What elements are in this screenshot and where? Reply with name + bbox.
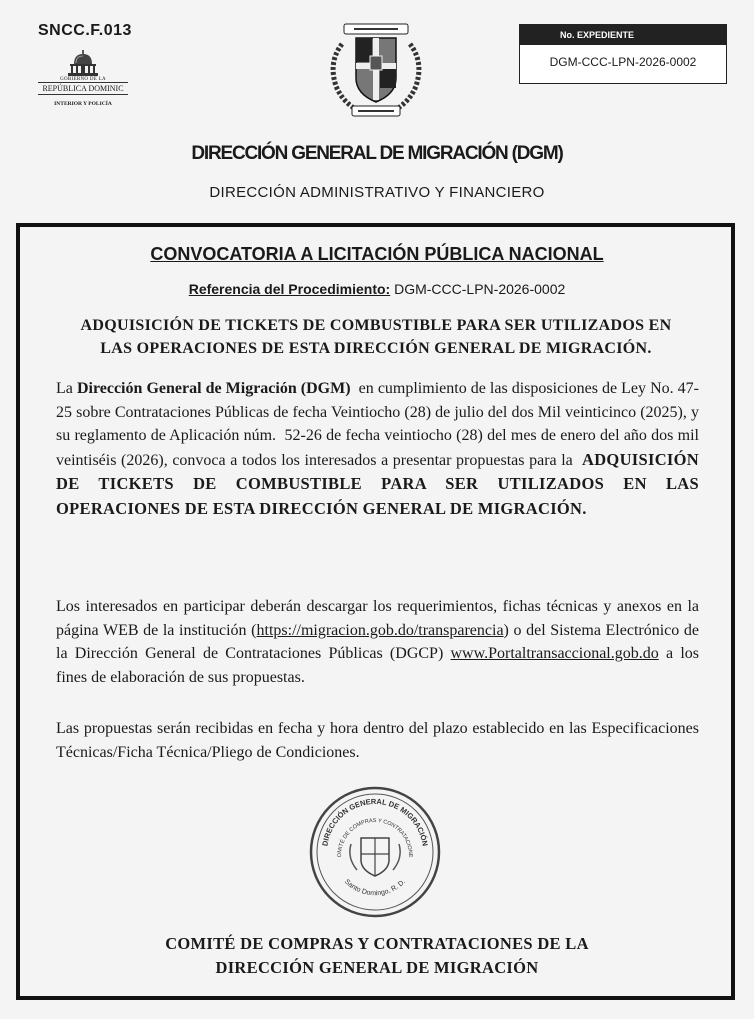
- committee-line2: DIRECCIÓN GENERAL DE MIGRACIÓN: [215, 958, 539, 977]
- reference-line: [0, 281, 754, 297]
- p1-object: ADQUISICIÓN DE TICKETS DE COMBUSTIBLE PARA SER UTILIZADOS EN LAS OPERACIONES DE ESTA DIRECCIÓN GENERAL DE MIGRACIÓN.: [56, 449, 699, 518]
- committee-signature: [0, 932, 754, 980]
- expediente-value: DGM-CCC-LPN-2026-0002: [549, 55, 697, 69]
- seal-top-text: DIRECCIÓN GENERAL DE MIGRACIÓN: [320, 796, 430, 847]
- gov-logo-line2: REPÚBLICA DOMINIC: [38, 82, 128, 95]
- department-name: DIRECCIÓN ADMINISTRATIVO Y FINANCIERO: [209, 184, 545, 201]
- gov-logo-line1: GOBIERNO DE LA: [60, 77, 106, 82]
- seal-inner-text: OMITÉ DE COMPRAS Y CONTRATACIONE: [336, 817, 414, 858]
- paragraph-convocation: [56, 377, 703, 521]
- svg-text:COMITÉ DE COMPRAS Y CONTRATACI: [305, 782, 413, 858]
- paragraph-reception: Las propuestas serán recibidas en fecha y hora dentro del plazo establecido en las Especificaciones Técnicas/Ficha Técnica/Pliego de Condiciones.: [56, 720, 699, 761]
- portal-link[interactable]: www.Portaltransaccional.gob.do: [450, 645, 659, 662]
- expediente-label: No. EXPEDIENTE: [520, 25, 726, 45]
- coat-of-arms-icon: [322, 22, 430, 127]
- expediente-box: [519, 24, 727, 84]
- reference-value: DGM-CCC-LPN-2026-0002: [394, 281, 566, 297]
- palace-dome-icon: [66, 50, 100, 76]
- p2-text-a: Los interesados en participar deberán descargar los requerimientos, fichas técnicas y anexos en la página WEB de la institución (: [56, 598, 699, 639]
- paragraph-download-instructions: [56, 595, 699, 689]
- seal-bottom-text: Santo Domingo, R. D.: [343, 878, 408, 898]
- seal-shield-icon: [350, 838, 400, 876]
- transparency-link[interactable]: https://migracion.gob.do/transparencia: [256, 621, 504, 639]
- p1-intro: La: [56, 380, 77, 397]
- reference-label: Referencia del Procedimiento:: [188, 281, 391, 297]
- official-seal-stamp: [305, 782, 445, 927]
- government-logo: [38, 50, 128, 107]
- p1-body: en cumplimiento de las disposiciones de Ley No. 47-25 sobre Contrataciones Públicas de fecha Veintiocho (28) de julio del dos Mil veinticinco (2025), y su reglamento de Aplicación núm. 52-26 de fecha veintiocho (28) del mes de enero del año dos mil veintiséis (2026), convoca a todos los interesados a presentar propuestas para la: [56, 380, 703, 469]
- object-line1: ADQUISICIÓN DE TICKETS DE COMBUSTIBLE PARA SER UTILIZADOS EN: [80, 317, 672, 334]
- object-line2: LAS OPERACIONES DE ESTA DIRECCIÓN GENERAL DE MIGRACIÓN.: [100, 340, 652, 357]
- gov-logo-line3: INTERIOR Y POLICÍA: [54, 101, 112, 107]
- p2-text-c: a los fines de elaboración de sus propuestas.: [56, 645, 699, 686]
- svg-text:Santo Domingo, R. D.: [343, 878, 407, 897]
- committee-line1: COMITÉ DE COMPRAS Y CONTRATACIONES DE LA: [165, 934, 589, 953]
- procurement-object: [56, 314, 696, 360]
- organization-name: DIRECCIÓN GENERAL DE MIGRACIÓN (DGM): [191, 143, 563, 164]
- p2-text-b: ) o del Sistema Electrónico de la Dirección General de Contrataciones Públicas (DGCP): [56, 621, 699, 662]
- notice-title: CONVOCATORIA A LICITACIÓN PÚBLICA NACIONAL: [150, 244, 604, 264]
- p1-organization: Dirección General de Migración (DGM): [76, 380, 351, 397]
- form-code: SNCC.F.013: [38, 22, 132, 39]
